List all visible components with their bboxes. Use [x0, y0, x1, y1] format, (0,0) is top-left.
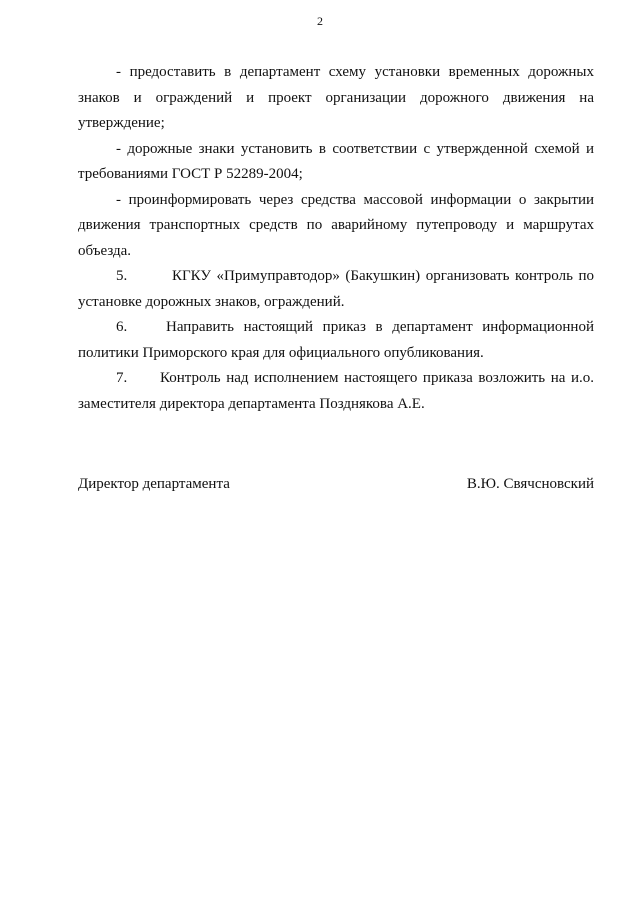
numbered-item-7 [78, 366, 594, 417]
document-body [78, 60, 594, 417]
paragraph-text: - предоставить в департамент схему установки временных дорожных знаков и ограждений и проект организации дорожного движения на утверждение; [78, 64, 594, 131]
numbered-item-6 [78, 315, 594, 366]
page-number: 2 [317, 14, 323, 28]
paragraph-text: - дорожные знаки установить в соответствии с утвержденной схемой и требованиями ГОСТ Р 52289-2004; [78, 140, 594, 182]
paragraph-text: КГКУ «Примуправтодор» (Бакушкин) организовать контроль по установке дорожных знаков, ограждений. [78, 268, 594, 310]
item-number: 5. [116, 268, 128, 284]
item-number: 6. [116, 319, 128, 335]
list-item-inform-media [78, 188, 594, 265]
paragraph-text: Контроль над исполнением настоящего приказа возложить на и.о. заместителя директора департамента Позднякова А.Е. [78, 370, 594, 412]
signatory-position: Директор департамента [78, 476, 230, 492]
signature-block [78, 476, 594, 493]
list-item-install-signs [78, 137, 594, 188]
numbered-item-5 [78, 264, 594, 315]
paragraph-text: - проинформировать через средства массовой информации о закрытии движения транспортных средств по аварийному путепроводу и маршрутах объезда. [78, 191, 594, 259]
list-item-submit-scheme [78, 60, 594, 137]
item-number: 7. [116, 370, 128, 386]
paragraph-text: Направить настоящий приказ в департамент информационной политики Приморского края для официального опубликования. [78, 319, 594, 361]
signatory-name: В.Ю. Свячсновский [466, 476, 594, 492]
